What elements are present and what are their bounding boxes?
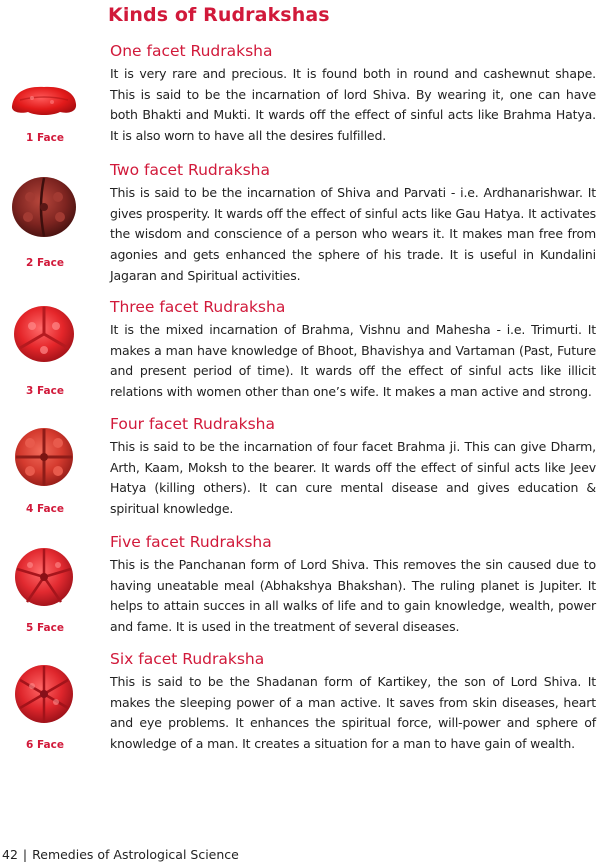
one-face-rudraksha-icon — [8, 70, 80, 134]
three-face-rudraksha-icon — [8, 302, 80, 366]
six-face-rudraksha-icon — [8, 662, 80, 726]
entry-heading: One facet Rudraksha — [110, 42, 273, 60]
entry-heading: Six facet Rudraksha — [110, 650, 265, 668]
five-face-rudraksha-icon — [8, 545, 80, 609]
two-face-rudraksha-icon — [8, 175, 80, 239]
entry-heading: Four facet Rudraksha — [110, 415, 275, 433]
page-footer — [2, 847, 239, 862]
entry-description: It is the mixed incarnation of Brahma, Vishnu and Mahesha - i.e. Trimurti. It makes a man have knowledge of Bhoot, Bhavishya and Vartaman (Past, Future and present period of time). It wards off the effect of sinful acts like illicit relations with women other than one’s wife. It makes a man active and strong. — [110, 322, 596, 400]
face-label: 6 Face — [26, 739, 64, 751]
page-title: Kinds of Rudrakshas — [108, 4, 330, 26]
entry-heading: Two facet Rudraksha — [110, 161, 270, 179]
footer-separator: | — [22, 847, 28, 862]
entry-description: This is said to be the incarnation of Shiva and Parvati - i.e. Ardhanarishwar. It gives prosperity. It wards off the effect of sinful acts like Gau Hatya. It activates the wisdom and conscience of a person who wears it. It makes man free from agonies and gets enhanced the sphere of his trade. It is useful in Kundalini Jagaran and Spiritual activities. — [110, 185, 596, 283]
face-label: 3 Face — [26, 385, 64, 397]
face-label: 2 Face — [26, 257, 64, 269]
entry-heading: Three facet Rudraksha — [110, 298, 286, 316]
entry-description: This is the Panchanan form of Lord Shiva. This removes the sin caused due to having uneatable meal (Abhakshya Bhakshan). The ruling planet is Jupiter. It helps to attain succes in all walks of life and to gain knowledge, wealth, power and fame. It is used in the treatment of several diseases. — [110, 557, 596, 635]
entry-description: This is said to be the Shadanan form of Kartikey, the son of Lord Shiva. It makes the sleeping power of a man active. It saves from skin diseases, heart and eye problems. It enhances the spiritual force, will-power and sphere of knowledge of a man. It creates a situation for a man to have gain of wealth. — [110, 674, 596, 752]
face-label: 1 Face — [26, 132, 64, 144]
entry-description: This is said to be the incarnation of four facet Brahma ji. This can give Dharm, Arth, Kaam, Moksh to the bearer. It wards off the effect of sinful acts like Jeev Hatya (killing others). It can cure mental disease and gives education & spiritual knowledge. — [110, 439, 596, 517]
entry-heading: Five facet Rudraksha — [110, 533, 272, 551]
face-label: 5 Face — [26, 622, 64, 634]
face-label: 4 Face — [26, 503, 64, 515]
page-number: 42 — [2, 847, 18, 862]
entry-description: It is very rare and precious. It is found both in round and cashewnut shape. This is said to be the incarnation of lord Shiva. By wearing it, one can have both Bhakti and Mukti. It wards off the effect of sinful acts like Brahma Hatya. It is also worn to have all the desires fulfilled. — [110, 66, 596, 144]
four-face-rudraksha-icon — [8, 425, 80, 489]
book-title: Remedies of Astrological Science — [32, 847, 239, 862]
